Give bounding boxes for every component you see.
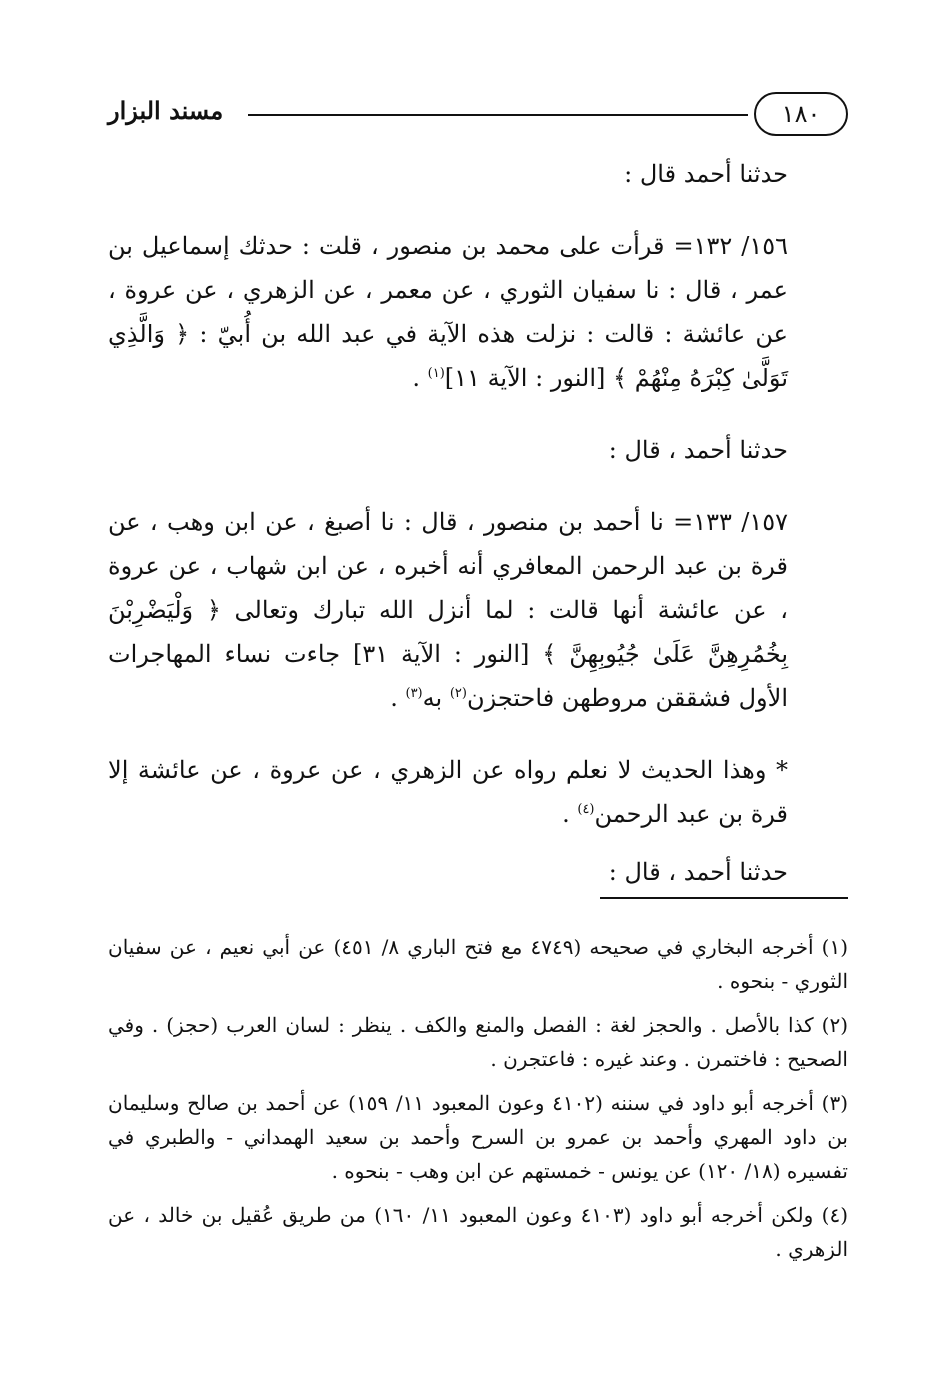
header-rule	[248, 114, 748, 116]
page-header	[108, 92, 848, 140]
quran-ref-1: [النور : الآية ١١]	[444, 364, 606, 392]
footnote-2: (٢) كذا بالأصل . والحجز لغة : الفصل والمنع والكف . ينظر : لسان العرب (حجز) . وفي الصحيح : فاختمرن . وعند غيره : فاعتجرن .	[108, 1013, 848, 1071]
footnote-separator	[600, 897, 848, 899]
footnote-marker-2: (٢)	[449, 686, 467, 701]
footnote-3: (٣) أخرجه أبو داود في سننه (٤١٠٢ وعون المعبود ١١/ ١٥٩) عن أحمد بن صالح وسليمان بن داود المهري وأحمد بن عمرو بن السرح وأحمد بن سعيد الهمداني - والطبري في تفسيره (١٨/ ١٢٠) عن يونس - خمستهم عن ابن وهب - بنحوه .	[108, 1091, 848, 1183]
quran-verse-2: ﴿ وَلْيَضْرِبْنَ بِخُمُرِهِنَّ عَلَىٰ جُيُوبِهِنَّ ﴾	[108, 596, 788, 668]
comment-paragraph	[108, 748, 848, 836]
page-number: ١٨٠	[754, 92, 848, 136]
main-text	[108, 152, 848, 894]
isnad-line-3: حدثنا أحمد ، قال :	[608, 858, 788, 886]
hadith-157-rest: [النور : الآية ٣١] جاءت نساء المهاجرات الأول فشققن مروطهن فاحتجزن	[108, 640, 788, 712]
footnotes	[108, 930, 848, 1276]
hadith-156	[108, 224, 848, 400]
book-title: مسند البزار	[108, 96, 224, 125]
comment-text: * وهذا الحديث لا نعلم رواه عن الزهري ، عن عروة ، عن عائشة إلا قرة بن عبد الرحمن	[108, 756, 788, 828]
footnote-marker-1: (١)	[427, 366, 445, 381]
hadith-157	[108, 500, 848, 720]
hadith-156-text: ١٥٦/ ١٣٢= قرأت على محمد بن منصور ، قلت : حدثك إسماعيل بن عمر ، قال : نا سفيان الثوري ، عن معمر ، عن الزهري ، عن عروة ، عن عائشة : قالت : نزلت هذه الآية في عبد الله بن أُبيّ :	[108, 232, 789, 348]
footnote-1: (١) أخرجه البخاري في صحيحه (٤٧٤٩ مع فتح الباري ٨/ ٤٥١) عن أبي نعيم ، عن سفيان الثوري - بنحوه .	[108, 935, 849, 993]
quran-verse-1: ﴿ وَالَّذِي تَوَلَّىٰ كِبْرَهُ مِنْهُمْ ﴾	[108, 320, 788, 392]
comment-end: .	[562, 800, 578, 828]
hadith-157-bih: به	[422, 684, 450, 712]
hadith-157-end: .	[390, 684, 406, 712]
isnad-line-2: حدثنا أحمد ، قال :	[608, 436, 788, 464]
footnote-marker-4: (٤)	[577, 802, 595, 817]
isnad-line-1: حدثنا أحمد قال :	[624, 160, 788, 188]
hadith-156-end: .	[412, 364, 428, 392]
hadith-157-text: ١٥٧/ ١٣٣= نا أحمد بن منصور ، قال : نا أصبغ ، عن ابن وهب ، عن قرة بن عبد الرحمن المعافري أنه أخبره ، عن ابن شهاب ، عن عروة ، عن عائشة أنها قالت : لما أنزل الله تبارك وتعالى	[108, 508, 789, 624]
footnote-marker-3: (٣)	[405, 686, 423, 701]
footnote-4: (٤) ولكن أخرجه أبو داود (٤١٠٣ وعون المعبود ١١/ ١٦٠) من طريق عُقيل بن خالد ، عن الزهري .	[108, 1203, 848, 1261]
